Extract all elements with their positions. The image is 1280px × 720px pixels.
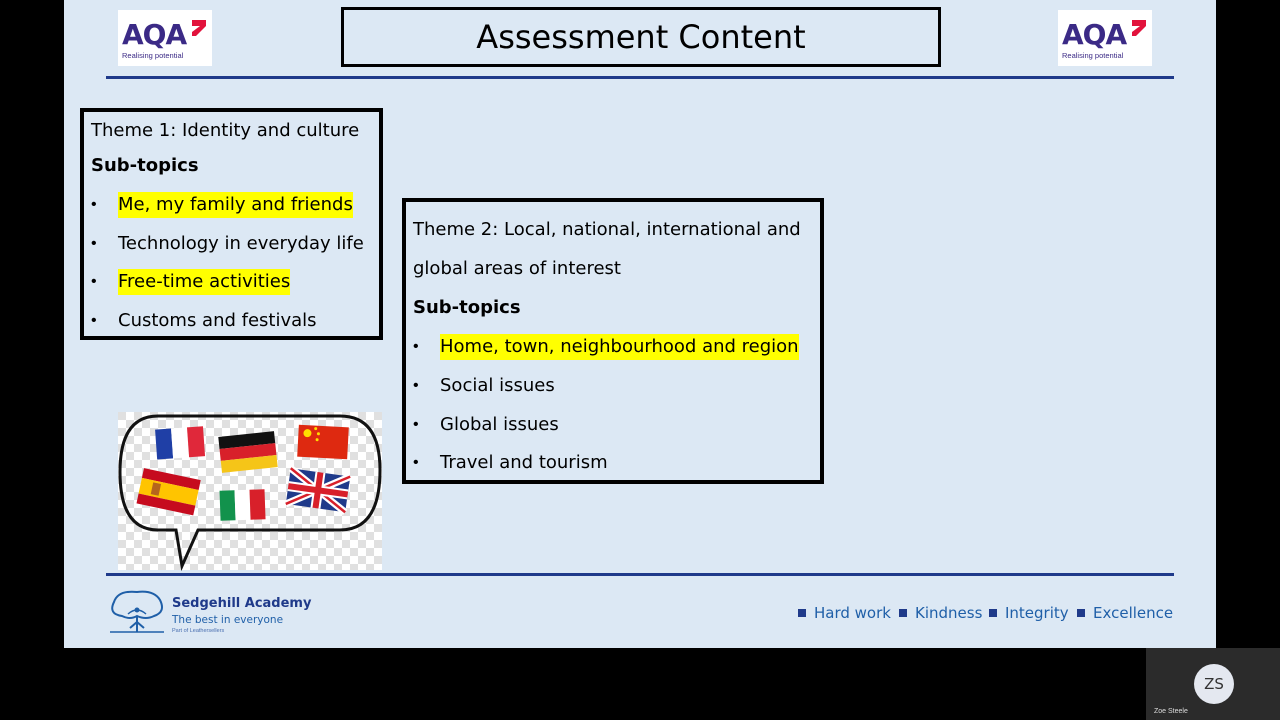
theme1-heading: Theme 1: Identity and culture	[91, 120, 360, 141]
theme1-box	[80, 108, 383, 340]
bullet-icon: •	[91, 273, 97, 290]
participant-tile[interactable]	[1146, 648, 1280, 720]
aqa-logo-tagline: Realising potential	[1062, 51, 1124, 60]
square-bullet-icon	[989, 609, 997, 617]
theme2-heading-line2: global areas of interest	[413, 258, 621, 279]
theme2-item: Home, town, neighbourhood and region	[440, 334, 799, 360]
theme1-subheading: Sub-topics	[91, 155, 199, 176]
value-label: Excellence	[1093, 604, 1174, 622]
aqa-logo-tagline: Realising potential	[122, 51, 184, 60]
square-bullet-icon	[798, 609, 806, 617]
bullet-icon: •	[413, 454, 419, 471]
bullet-icon: •	[91, 312, 97, 329]
value-label: Kindness	[915, 604, 983, 622]
theme2-box	[402, 198, 824, 484]
participant-name: Zoe Steele	[1154, 708, 1188, 715]
aqa-swoosh-icon	[190, 18, 208, 38]
germany-flag-icon	[218, 431, 277, 473]
tree-logo-icon	[106, 586, 168, 636]
value-integrity	[989, 604, 1069, 622]
theme2-item: Travel and tourism	[440, 452, 608, 473]
aqa-logo-left	[118, 10, 212, 66]
value-hard-work	[798, 604, 891, 622]
bullet-icon: •	[91, 235, 97, 252]
aqa-logo-right	[1058, 10, 1152, 66]
china-flag-icon	[297, 425, 349, 460]
presentation-slide	[64, 0, 1216, 648]
value-label: Hard work	[814, 604, 891, 622]
aqa-logo-text: AQA	[1062, 18, 1127, 51]
bullet-icon: •	[413, 377, 419, 394]
theme2-heading-line1: Theme 2: Local, national, international and	[413, 219, 801, 240]
footer-divider	[106, 573, 1174, 576]
slide-title-box	[341, 7, 941, 67]
header-divider	[106, 76, 1174, 79]
theme1-item: Free-time activities	[118, 269, 290, 295]
school-tagline: The best in everyone	[172, 614, 284, 626]
aqa-swoosh-icon	[1130, 18, 1148, 38]
square-bullet-icon	[899, 609, 907, 617]
speech-bubble-flags-icon	[118, 412, 382, 572]
value-excellence	[1077, 604, 1173, 622]
bullet-icon: •	[413, 416, 419, 433]
slide-title: Assessment Content	[476, 18, 806, 56]
school-subtag: Part of Leathersellers	[172, 628, 225, 634]
france-flag-icon	[155, 426, 205, 459]
avatar: ZS	[1194, 664, 1234, 704]
aqa-logo-text: AQA	[122, 18, 187, 51]
theme1-item: Me, my family and friends	[118, 192, 353, 218]
theme1-item: Technology in everyday life	[118, 233, 364, 254]
bullet-icon: •	[91, 196, 97, 213]
school-name: Sedgehill Academy	[172, 596, 312, 611]
value-kindness	[899, 604, 982, 622]
theme1-item: Customs and festivals	[118, 310, 317, 331]
theme2-subheading: Sub-topics	[413, 297, 521, 318]
bullet-icon: •	[413, 338, 419, 355]
square-bullet-icon	[1077, 609, 1085, 617]
theme2-item: Global issues	[440, 414, 559, 435]
italy-flag-icon	[220, 489, 266, 521]
value-label: Integrity	[1005, 604, 1069, 622]
theme2-item: Social issues	[440, 375, 555, 396]
